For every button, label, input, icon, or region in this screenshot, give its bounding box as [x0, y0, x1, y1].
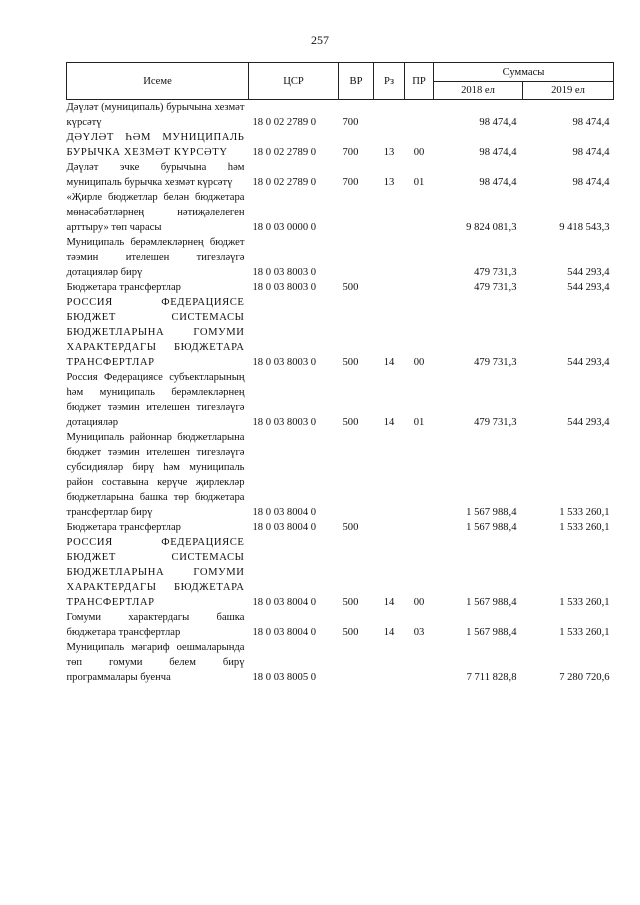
row-rz: 13	[383, 177, 395, 188]
row-rz: 13	[383, 147, 395, 158]
row-pr	[405, 280, 434, 295]
row-csr: 18 0 03 8004 0	[252, 597, 317, 608]
header-year-2019: 2019 ел	[523, 82, 614, 100]
row-name: Россия Федерациясе субъектларының һәм муниципаль берәмлекләрнең бюджет тәэмин ителешен тигезләүгә дотацияләр	[66, 372, 245, 428]
row-csr: 18 0 03 8004 0	[252, 507, 317, 518]
table-row	[67, 130, 614, 160]
page-number: 257	[311, 33, 329, 47]
table-row	[67, 640, 614, 685]
row-csr: 18 0 03 8005 0	[252, 672, 317, 683]
row-rz	[374, 235, 405, 280]
row-name: РОССИЯ ФЕДЕРАЦИЯСЕ БЮДЖЕТ СИСТЕМАСЫ БЮДЖЕТЛАРЫНА ГОМУМИ ХАРАКТЕРДАГЫ БЮДЖЕТАРА ТРАНСФЕРТЛАР	[66, 297, 245, 368]
row-csr: 18 0 03 8003 0	[252, 282, 317, 293]
row-amount-2018: 479 731,3	[474, 417, 517, 428]
row-pr	[405, 100, 434, 131]
row-csr: 18 0 02 2789 0	[252, 147, 317, 158]
row-name: Дәүләт (муниципаль) бурычына хезмәт күрсәтү	[66, 102, 245, 128]
row-csr: 18 0 03 8003 0	[252, 267, 317, 278]
row-pr: 00	[413, 357, 425, 368]
row-vr: 500	[342, 627, 359, 638]
row-amount-2018: 98 474,4	[479, 177, 517, 188]
table-row	[67, 160, 614, 190]
header-sums: Суммасы	[434, 63, 614, 82]
row-pr: 00	[413, 597, 425, 608]
row-csr: 18 0 03 8004 0	[252, 522, 317, 533]
row-amount-2018: 1 567 988,4	[466, 627, 517, 638]
table-row	[67, 535, 614, 610]
row-pr	[405, 640, 434, 685]
row-amount-2018: 1 567 988,4	[466, 507, 517, 518]
row-pr	[405, 430, 434, 520]
row-amount-2019: 98 474,4	[572, 147, 610, 158]
row-rz	[374, 520, 405, 535]
row-name: Бюджетара трансфертлар	[66, 282, 181, 293]
row-rz: 14	[383, 417, 395, 428]
header-csr: ЦСР	[249, 63, 339, 100]
row-rz: 14	[383, 597, 395, 608]
row-pr	[405, 235, 434, 280]
row-vr	[339, 190, 374, 235]
row-rz: 14	[383, 357, 395, 368]
row-name: Гомуми характердагы башка бюджетара трансфертлар	[66, 612, 245, 638]
row-pr	[405, 520, 434, 535]
table-header	[67, 63, 614, 100]
header-rz: Рз	[374, 63, 405, 100]
row-pr	[405, 190, 434, 235]
row-csr: 18 0 03 0000 0	[252, 222, 317, 233]
row-amount-2019: 98 474,4	[572, 177, 610, 188]
row-amount-2018: 479 731,3	[474, 357, 517, 368]
row-name: Дәүләт эчке бурычына һәм муниципаль бурычка хезмәт күрсәтү	[66, 162, 245, 188]
row-vr: 500	[342, 357, 359, 368]
row-amount-2019: 544 293,4	[567, 282, 610, 293]
header-name: Исеме	[67, 63, 249, 100]
row-vr	[339, 235, 374, 280]
row-amount-2018: 1 567 988,4	[466, 597, 517, 608]
row-vr	[339, 640, 374, 685]
row-csr: 18 0 03 8004 0	[252, 627, 317, 638]
row-vr: 500	[342, 522, 359, 533]
row-amount-2019: 544 293,4	[567, 267, 610, 278]
row-vr: 700	[342, 177, 359, 188]
row-name: РОССИЯ ФЕДЕРАЦИЯСЕ БЮДЖЕТ СИСТЕМАСЫ БЮДЖЕТЛАРЫНА ГОМУМИ ХАРАКТЕРДАГЫ БЮДЖЕТАРА ТРАНСФЕРТЛАР	[66, 537, 245, 608]
row-csr: 18 0 02 2789 0	[252, 177, 317, 188]
row-name: Муниципаль районнар бюджетларына бюджет тәэмин ителешен тигезләүгә субсидияләр бирү һәм муниципаль район составына керүче җирлекләр бюджетларына башка төр бюджетара трансфертлар бирү	[66, 432, 245, 518]
row-amount-2019: 1 533 260,1	[559, 522, 610, 533]
row-rz: 14	[383, 627, 395, 638]
table-row	[67, 190, 614, 235]
row-amount-2019: 1 533 260,1	[559, 597, 610, 608]
row-amount-2018: 479 731,3	[474, 282, 517, 293]
header-year-2018: 2018 ел	[434, 82, 523, 100]
row-amount-2018: 98 474,4	[479, 117, 517, 128]
table-row	[67, 100, 614, 131]
row-amount-2019: 7 280 720,6	[559, 672, 610, 683]
table-row	[67, 370, 614, 430]
row-rz	[374, 190, 405, 235]
row-csr: 18 0 03 8003 0	[252, 357, 317, 368]
table-row	[67, 430, 614, 520]
row-amount-2018: 1 567 988,4	[466, 522, 517, 533]
row-amount-2018: 98 474,4	[479, 147, 517, 158]
row-rz	[374, 280, 405, 295]
row-pr: 03	[413, 627, 425, 638]
row-amount-2019: 544 293,4	[567, 417, 610, 428]
row-name: Муниципаль берәмлекләрнең бюджет тәэмин ителешен тигезләүгә дотацияләр бирү	[66, 237, 245, 278]
row-vr: 500	[342, 282, 359, 293]
row-name: Бюджетара трансфертлар	[66, 522, 181, 533]
row-amount-2019: 1 533 260,1	[559, 627, 610, 638]
header-pr: ПР	[405, 63, 434, 100]
row-amount-2019: 1 533 260,1	[559, 507, 610, 518]
table-row	[67, 610, 614, 640]
row-amount-2018: 9 824 081,3	[466, 222, 517, 233]
row-vr: 500	[342, 417, 359, 428]
row-rz	[374, 100, 405, 131]
row-pr: 01	[413, 177, 425, 188]
table-row	[67, 280, 614, 295]
row-vr: 700	[342, 117, 359, 128]
table-row	[67, 295, 614, 370]
budget-table	[66, 62, 614, 685]
row-amount-2019: 98 474,4	[572, 117, 610, 128]
row-amount-2018: 479 731,3	[474, 267, 517, 278]
row-pr: 01	[413, 417, 425, 428]
row-vr: 500	[342, 597, 359, 608]
row-rz	[374, 640, 405, 685]
row-rz	[374, 430, 405, 520]
row-amount-2019: 9 418 543,3	[559, 222, 610, 233]
row-name: ДӘҮЛӘТ ҺӘМ МУНИЦИПАЛЬ БУРЫЧКА ХЕЗМӘТ КҮРСӘТҮ	[66, 132, 245, 158]
row-amount-2018: 7 711 828,8	[466, 672, 517, 683]
row-amount-2019: 544 293,4	[567, 357, 610, 368]
table-row	[67, 235, 614, 280]
header-vr: ВР	[339, 63, 374, 100]
table-body	[67, 100, 614, 686]
row-vr: 700	[342, 147, 359, 158]
row-name: «Җирле бюджетлар белән бюджетара мөнәсәбәтләрнең нәтиҗәлелеген арттыру» төп чарасы	[66, 192, 245, 233]
row-vr	[339, 430, 374, 520]
row-csr: 18 0 02 2789 0	[252, 117, 317, 128]
row-csr: 18 0 03 8003 0	[252, 417, 317, 428]
row-pr: 00	[413, 147, 425, 158]
row-name: Муниципаль мәгариф оешмаларында төп гомуми белем бирү программалары буенча	[66, 642, 245, 683]
table-row	[67, 520, 614, 535]
